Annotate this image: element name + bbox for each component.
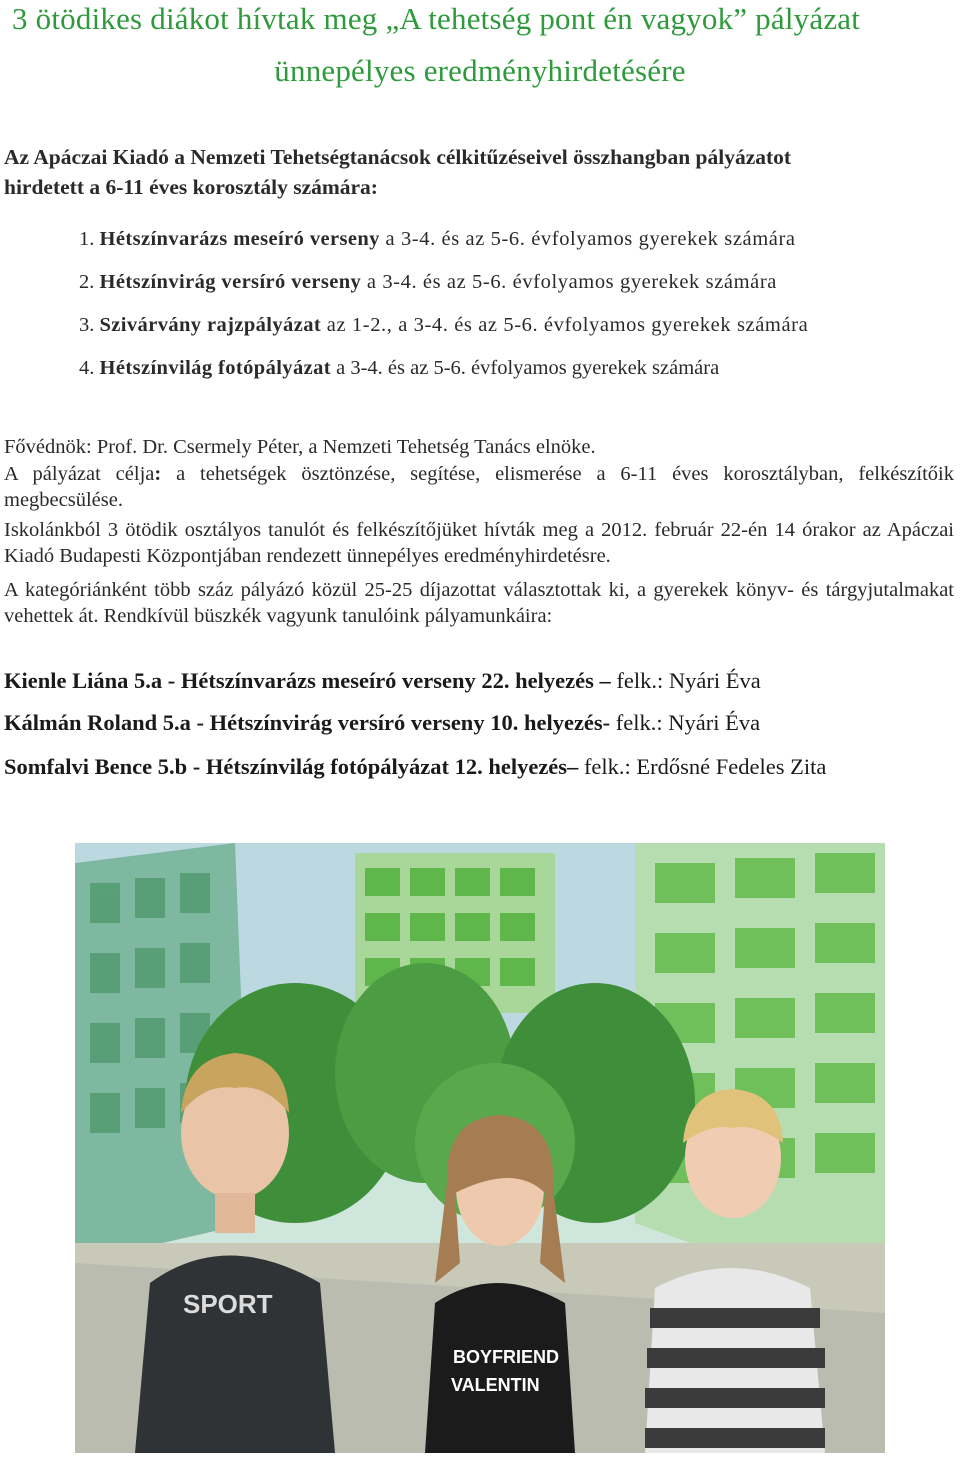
winner-teacher: felk.: Nyári Éva bbox=[610, 668, 761, 693]
winner-result: Kienle Liána 5.a - Hétszínvarázs meseíró verseny 22. helyezés – bbox=[4, 668, 611, 693]
winner-entry bbox=[4, 710, 760, 736]
shirt-text-2: BOYFRIEND bbox=[453, 1347, 560, 1367]
intro-paragraph bbox=[4, 142, 954, 202]
page-title-line-2: ünnepélyes eredményhirdetésére bbox=[274, 53, 686, 88]
competition-item bbox=[79, 357, 719, 380]
competition-audience: a 3-4. és az 5-6. évfolyamos gyerekek számára bbox=[331, 357, 720, 379]
competition-item bbox=[79, 314, 808, 337]
patron-line: Fővédnök: Prof. Dr. Csermely Péter, a Nemzeti Tehetség Tanács elnöke. bbox=[4, 436, 596, 458]
competition-name: Hétszínvarázs meseíró verseny bbox=[99, 228, 380, 250]
competition-audience: az 1-2., a 3-4. és az 5-6. évfolyamos gyerekek számára bbox=[321, 314, 809, 336]
students-photo bbox=[75, 843, 885, 1453]
item-number: 3. bbox=[79, 314, 95, 336]
goal-paragraph bbox=[4, 462, 954, 513]
competition-audience: a 3-4. és az 5-6. évfolyamos gyerekek számára bbox=[361, 271, 777, 293]
goal-label: A pályázat célja bbox=[4, 463, 155, 485]
competition-name: Hétszínvilág fotópályázat bbox=[99, 357, 331, 379]
item-number: 4. bbox=[79, 357, 95, 379]
page-title-line-1: 3 ötödikes diákot hívtak meg „A tehetség pont én vagyok” pályázat bbox=[12, 1, 861, 36]
competition-name: Hétszínvirág versíró verseny bbox=[99, 271, 362, 293]
shirt-text-3: VALENTIN bbox=[451, 1375, 540, 1395]
competition-item bbox=[79, 228, 796, 251]
winner-entry bbox=[4, 754, 826, 780]
item-number: 2. bbox=[79, 271, 95, 293]
winner-result: Somfalvi Bence 5.b - Hétszínvilág fotópályázat 12. helyezés– bbox=[4, 754, 579, 779]
category-paragraph: A kategóriánként több száz pályázó közül 25-25 díjazottat választottak ki, a gyerekek könyv- és tárgyjutalmakat vehettek át. Rendkívül büszkék vagyunk tanulóink pályamunkáira: bbox=[4, 579, 954, 627]
winner-teacher: felk.: Erdősné Fedeles Zita bbox=[578, 754, 827, 779]
competition-item bbox=[79, 271, 777, 294]
goal-text: a tehetségek ösztönzése, segítése, elismerése a 6-11 éves korosztályban, felkészítőik megbecsülése. bbox=[4, 463, 954, 511]
competition-name: Szivárvány rajzpályázat bbox=[99, 314, 322, 336]
intro-line-2: hirdetett a 6-11 éves korosztály számára: bbox=[4, 175, 378, 199]
school-paragraph: Iskolánkból 3 ötödik osztályos tanulót és felkészítőjüket hívták meg a 2012. február 22-én 14 órakor az Apáczai Kiadó Budapesti Központjában rendezett ünnepélyes eredményhirdetésre. bbox=[4, 519, 954, 567]
item-number: 1. bbox=[79, 228, 95, 250]
shirt-text-1: SPORT bbox=[183, 1289, 273, 1319]
intro-line-1: Az Apáczai Kiadó a Nemzeti Tehetségtanácsok célkitűzéseivel összhangban pályázatot bbox=[4, 145, 792, 169]
winner-result: Kálmán Roland 5.a - Hétszínvirág versíró verseny 10. helyezés- bbox=[4, 710, 611, 735]
competition-audience: a 3-4. és az 5-6. évfolyamos gyerekek számára bbox=[379, 228, 796, 250]
winner-entry bbox=[4, 668, 761, 694]
goal-colon: : bbox=[154, 463, 162, 485]
winner-teacher: felk.: Nyári Éva bbox=[610, 710, 761, 735]
